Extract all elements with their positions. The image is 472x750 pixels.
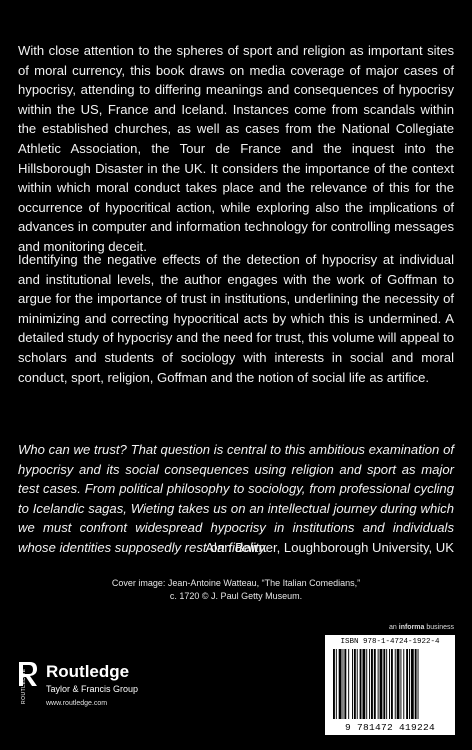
isbn-label: ISBN 978-1-4724-1922-4	[340, 638, 440, 646]
cover-credit-line-1: Cover image: Jean-Antoine Watteau, “The Italian Comedians,”	[111, 578, 361, 588]
routledge-mark-icon	[16, 660, 40, 706]
blurb-paragraph-1: With close attention to the spheres of sport and religion as important sites of moral currency, this book draws on media coverage of major cases of hypocrisy, attending to differing meanings and consequences of hypocrisy within the US, France and Iceland. Instances come from scandals within the established churches, as well as cases from the National Collegiate Athletic Association, the Tour de France and the inquest into the Hillsborough Disaster in the UK. It considers the importance of the context within which moral conduct takes place and the relevance of this for the occurrence of hypocritical action, while exploring also the implications of advances in computer and information technology for controlling messages and monitoring deceit.	[18, 43, 454, 254]
cover-credit	[0, 577, 472, 603]
cover-credit-line-2: c. 1720 © J. Paul Getty Museum.	[169, 591, 303, 601]
isbn-barcode	[325, 635, 455, 735]
informa-tagline	[389, 624, 454, 631]
endorsement-quote: Who can we trust? That question is central to this ambitious examination of hypocrisy and its social consequences using religion and sport as major test cases. From political philosophy to sociology, from professional cycling to Icelandic sagas, Wieting takes us on an intellectual journey during which we must confront widespread hypocrisy in institutions and individuals whose identities supposedly rest on fidelity.	[18, 442, 454, 555]
publisher-group: Taylor & Francis Group	[46, 684, 139, 694]
informa-prefix: an	[389, 624, 399, 631]
publisher-url: www.routledge.com	[46, 700, 108, 707]
barcode-bars-icon	[333, 649, 447, 719]
endorsement-attribution: Alan Bairner, Loughborough University, UK	[205, 540, 454, 555]
blurb-paragraph-2: Identifying the negative effects of the detection of hypocrisy at individual and institutional levels, the author engages with the work of Goffman to argue for the importance of trust in institutions, underlining the necessity of minimizing and correcting hypocritical acts by which this is undermined. A detailed study of hypocrisy and the need for trust, this volume will appeal to scholars and students of sociology with interests in social and moral conduct, sport, religion, Goffman and the notion of social life as artifice.	[18, 252, 454, 385]
publisher-name: Routledge	[46, 662, 130, 681]
informa-suffix: business	[424, 624, 454, 631]
isbn-digits: 9 781472 419224	[344, 722, 435, 733]
routledge-mark-text: ROUTLEDGE	[21, 668, 27, 704]
publisher-logo	[16, 660, 196, 720]
informa-brand: informa	[398, 624, 425, 631]
